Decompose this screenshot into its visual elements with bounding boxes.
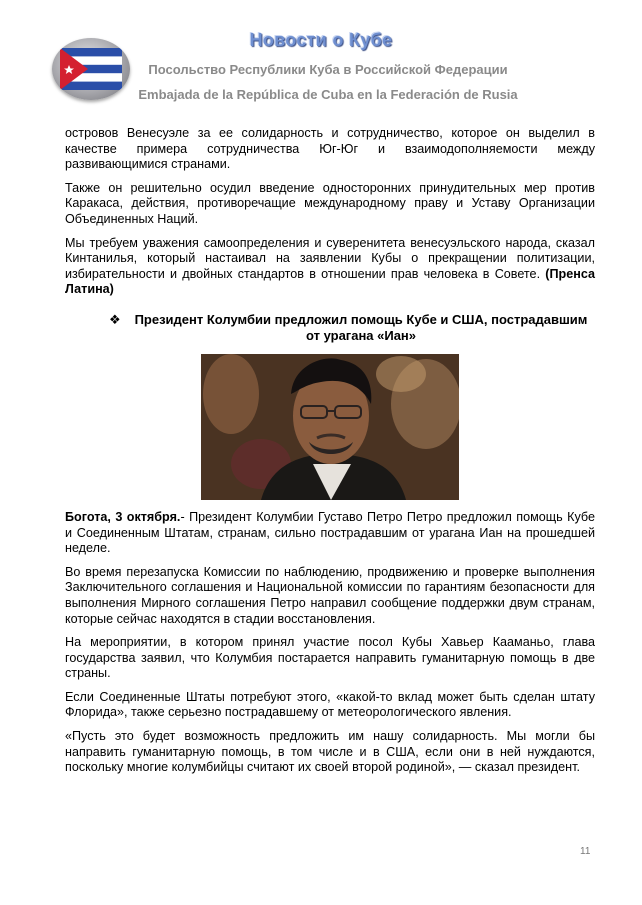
article-heading [65, 312, 595, 344]
news-source: (Пренса Латина) [65, 266, 596, 297]
paragraph: «Пусть это будет возможность предложить им нашу солидарность. Мы могли бы направить гуманитарную помощь, в том числе и в США, если они в ней нуждаются, поскольку многие колумбийцы считают их своей второй родиной», — сказал президент. [65, 729, 595, 775]
cuba-flag-icon [60, 48, 122, 90]
page-header [0, 0, 642, 120]
dateline: Богота, 3 октября. [65, 509, 181, 524]
embassy-name-ru: Посольство Республики Куба в Российской Федерации [148, 62, 508, 77]
paragraph-text: Мы требуем уважения самоопределения и суверенитета венесуэльского народа, сказал Кинтанилья, который настаивал на заявлении Кубы о прекращении политизации, избирательности и двойных стандартов в отношении прав человека в Совете. [65, 235, 595, 281]
paragraph: Также он решительно осудил введение односторонних принудительных мер против Каракаса, действия, противоречащие международному праву и Уставу Организации Объединенных Наций. [65, 180, 595, 226]
paragraph: На мероприятии, в котором принял участие посол Кубы Хавьер Кааманьо, глава государства заявил, что Колумбия постарается направить гуманитарную помощь в две страны. [65, 635, 595, 681]
heading-text: Президент Колумбии предложил помощь Кубе и США, пострадавшим от урагана «Иан» [134, 311, 588, 343]
petro-portrait-photo [201, 354, 459, 500]
paragraph: островов Венесуэле за ее солидарность и сотрудничество, которое он выделил в качестве примера сотрудничества Юг-Юг и взаимодополняемости между развивающимися странами. [65, 126, 595, 172]
paragraph: Во время перезапуска Комиссии по наблюдению, продвижению и проверке выполнения Заключительного соглашения и Национальной комиссии по гарантиям безопасности для выполнения Мирного соглашения Петро направил сообщение поддержки двум странам, которые сейчас находятся в стадии восстановления. [65, 564, 595, 626]
paragraph [65, 510, 595, 557]
paragraph [65, 236, 595, 298]
article-body [65, 126, 595, 784]
embassy-name-es: Embajada de la República de Cuba en la Federación de Rusia [138, 87, 518, 102]
page-number: 11 [580, 846, 591, 857]
portrait-image [201, 354, 459, 500]
newsletter-title: Новости о Кубе [249, 30, 393, 50]
paragraph-text: - Президент Колумбии Густаво Петро Петро предложил помощь Кубе и Соединенным Штатам, странам, сильно пострадавшим от урагана Иан на прошедшей неделе. [65, 509, 595, 556]
paragraph: Если Соединенные Штаты потребуют этого, «какой-то вклад может быть сделан штату Флорида», также серьезно пострадавшему от метеорологического явления. [65, 689, 595, 720]
diamond-bullet-icon: ❖ [109, 311, 121, 327]
